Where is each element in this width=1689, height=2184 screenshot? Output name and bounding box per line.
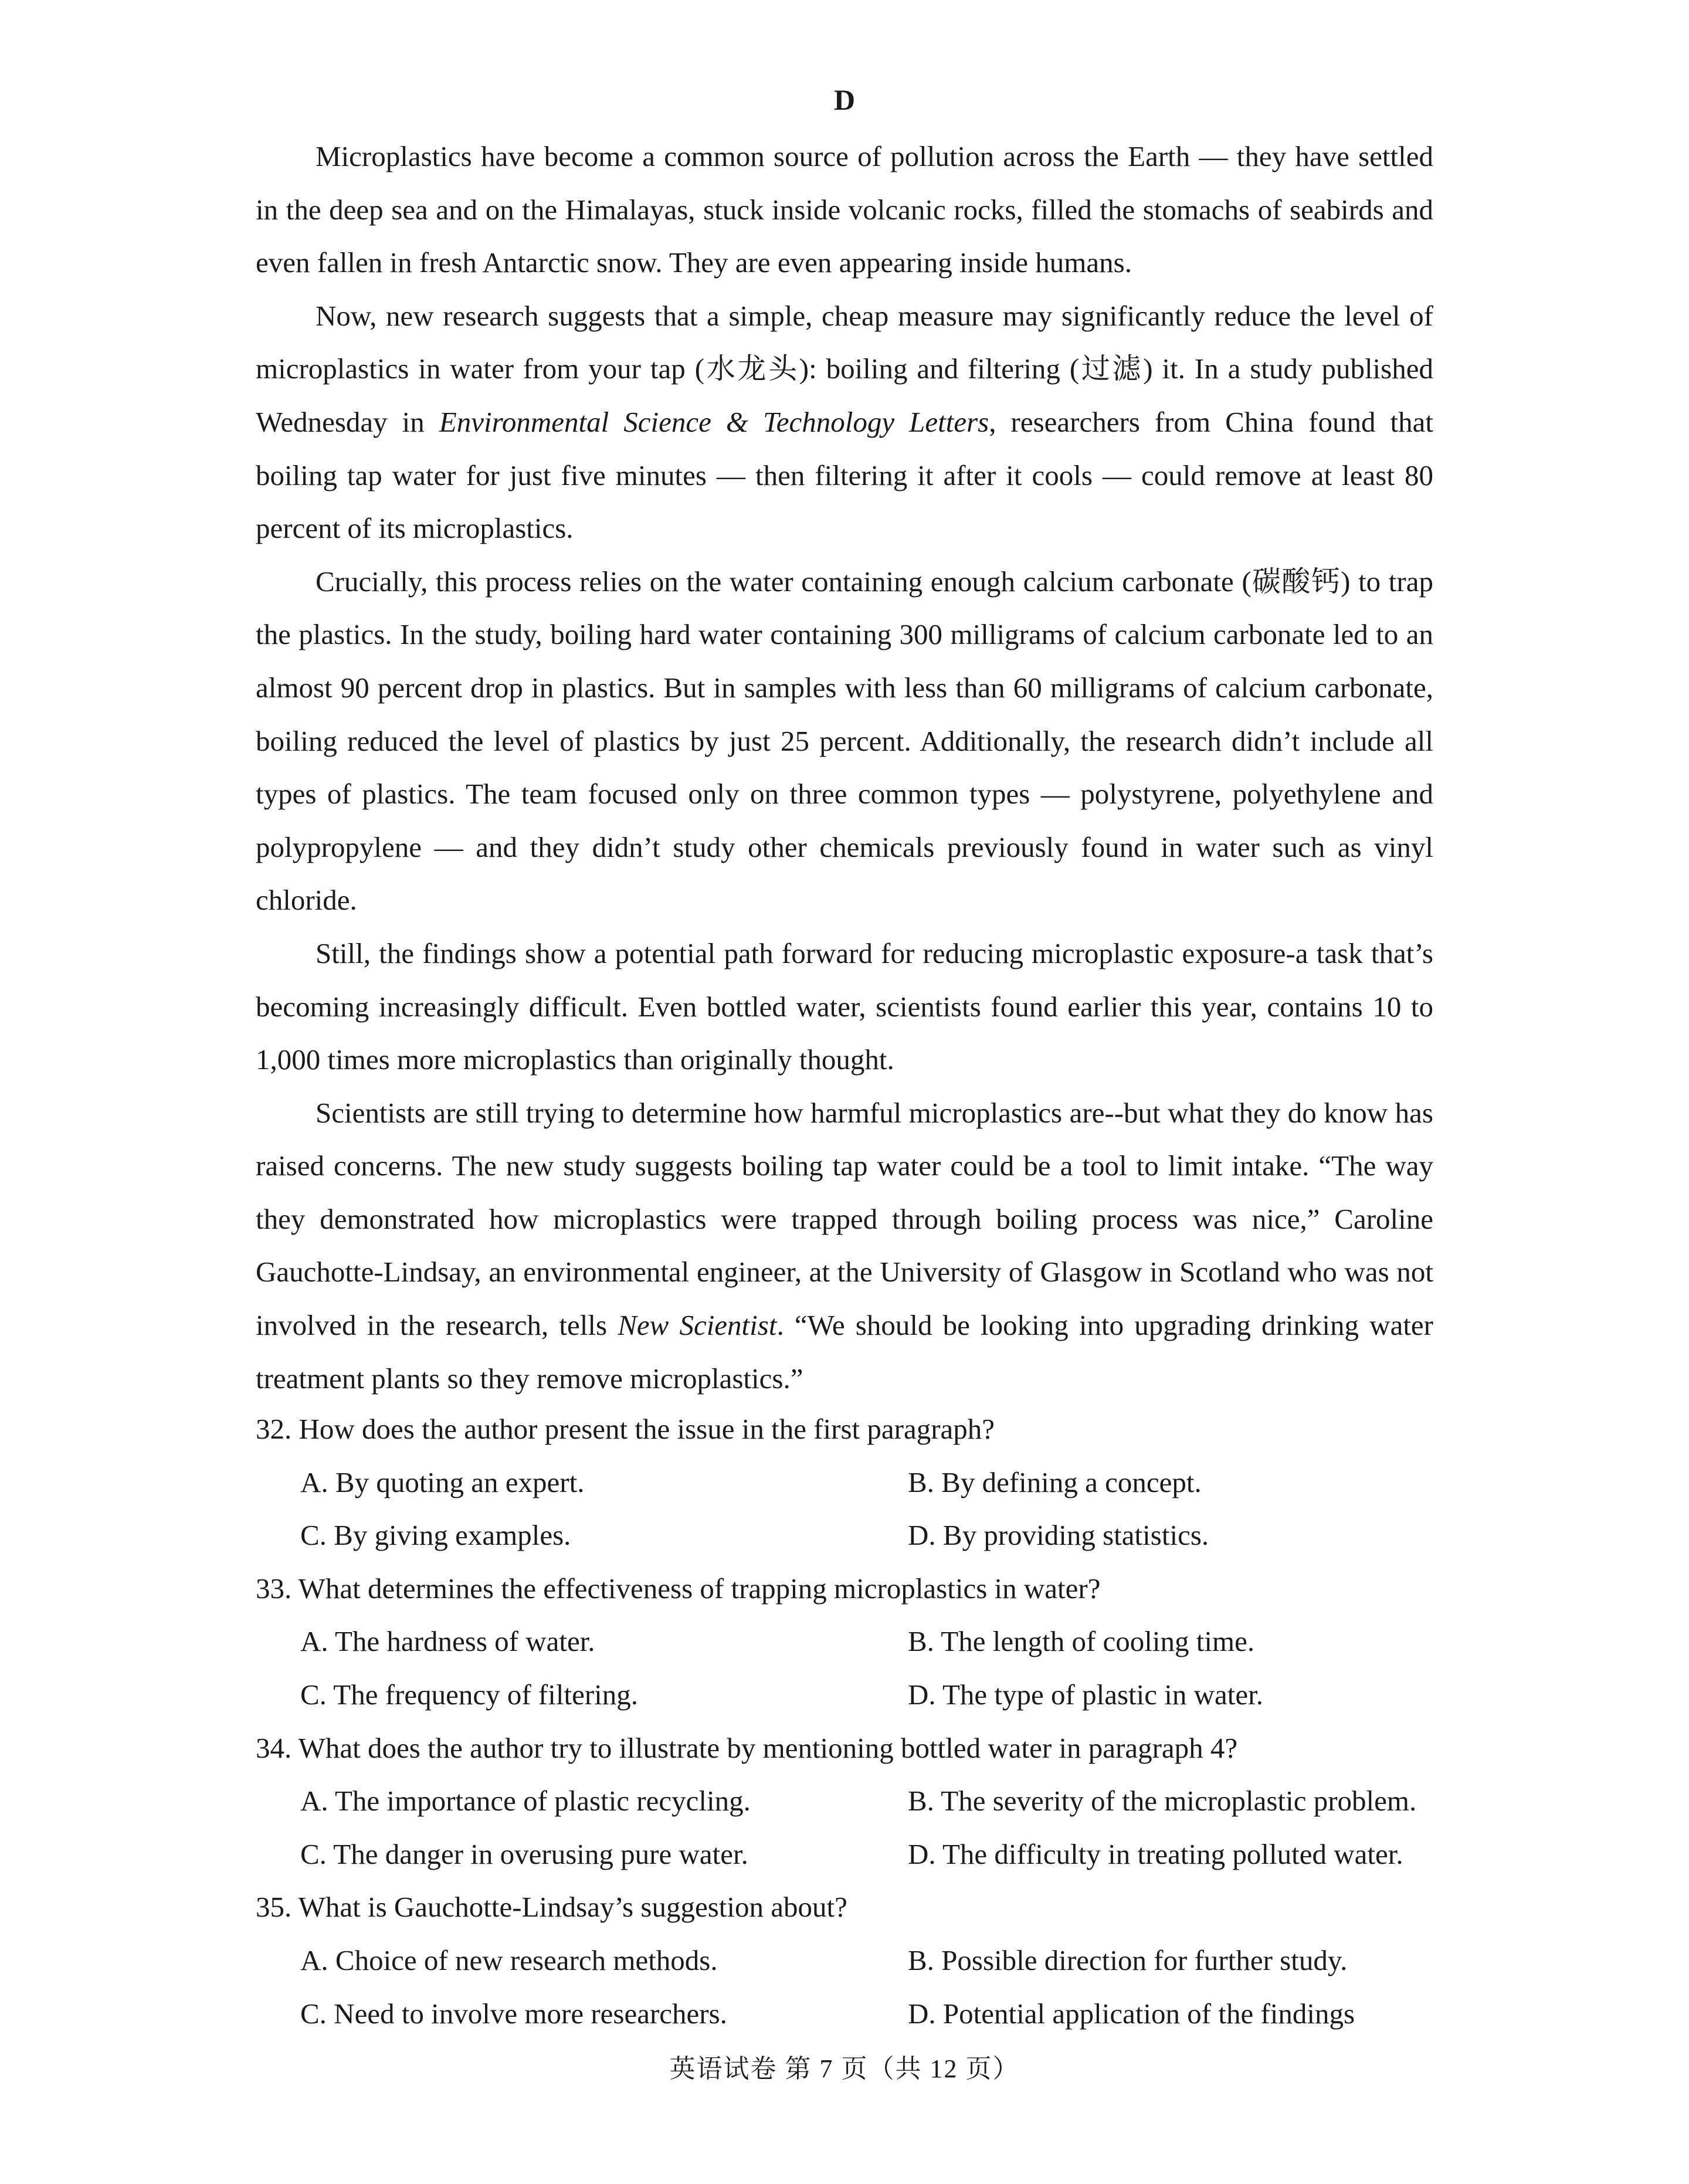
passage-paragraph-2 [256,290,1433,555]
option-b: B. The severity of the microplastic problem. [908,1785,1417,1817]
question-33 [256,1562,1433,1722]
option-c: C. By giving examples. [300,1519,571,1552]
option-a: A. By quoting an expert. [300,1466,585,1498]
paragraph-text: . “We should be looking into upgrading drinking water treatment plants so they remove microplastics.” [256,1309,1433,1395]
passage-paragraph-4 [256,927,1433,1087]
question-stem: 35. What is Gauchotte-Lindsay’s suggestion about? [256,1891,847,1924]
options-row [256,1934,1433,1988]
option-c: C. The frequency of filtering. [300,1678,639,1711]
paragraph-text: Crucially, this process relies on the water containing enough calcium carbonate (碳酸钙) to trap the plastics. In the study, boiling hard water containing 300 milligrams of calcium carbonate led to an almost 90 percent drop in plastics. But in samples with less than 60 milligrams of calcium carbonate, boiling reduced the level of plastics by just 25 percent. Additionally, the research didn’t include all types of plastics. The team focused only on three common types — polystyrene, polyethylene and polypropylene — and they didn’t study other chemicals previously found in water such as vinyl chloride. [256,565,1433,917]
question-stem: 33. What determines the effectiveness of trapping microplastics in water? [256,1572,1101,1605]
question-35 [256,1881,1433,2040]
question-stem: 34. What does the author try to illustrate by mentioning bottled water in paragraph 4? [256,1731,1238,1764]
magazine-name: New Scientist [618,1309,777,1342]
option-b: B. The length of cooling time. [908,1625,1255,1658]
page-footer: 英语试卷 第 7 页（共 12 页） [669,2054,1020,2083]
options-row [256,1988,1433,2041]
paragraph-text: Scientists are still trying to determine how harmful microplastics are--but what they do know has raised concerns. The new study suggests boiling tap water could be a tool to limit intake. “The way they demonstrated how microplastics were trapped through boiling process was nice,” Caroline Gauchotte-Lindsay, an environmental engineer, at the University of Glasgow in Scotland who was not involved in the research, tells [256,1096,1433,1342]
reading-passage [256,130,1433,1405]
options-row [256,1775,1433,1828]
option-a: A. The importance of plastic recycling. [300,1785,751,1817]
option-d: D. By providing statistics. [908,1519,1209,1552]
option-d: D. The type of plastic in water. [908,1678,1263,1711]
options-row [256,1668,1433,1722]
option-b: B. Possible direction for further study. [908,1944,1348,1976]
journal-name: Environmental Science & Technology Letters [439,405,989,438]
paragraph-text: , researchers from China found that boiling tap water for just five minutes — then filtering it after it cools — could remove at least 80 percent of its microplastics. [256,405,1433,545]
options-row [256,1509,1433,1562]
passage-paragraph-1 [256,130,1433,290]
option-d: D. Potential application of the findings [908,1997,1355,2030]
question-34 [256,1722,1433,1881]
section-letter: D [833,83,856,116]
options-row [256,1615,1433,1668]
option-d: D. The difficulty in treating polluted water. [908,1837,1403,1870]
passage-paragraph-3 [256,555,1433,927]
option-a: A. Choice of new research methods. [300,1944,718,1976]
question-stem: 32. How does the author present the issue in the first paragraph? [256,1413,995,1445]
question-32 [256,1403,1433,1562]
option-a: A. The hardness of water. [300,1625,595,1658]
options-row [256,1828,1433,1881]
option-c: C. The danger in overusing pure water. [300,1837,748,1870]
question-list [256,1403,1433,2040]
option-b: B. By defining a concept. [908,1466,1202,1498]
paragraph-text: Still, the findings show a potential path forward for reducing microplastic exposure-a task that’s becoming increasingly difficult. Even bottled water, scientists found earlier this year, contains 10 to 1,000 times more microplastics than originally thought. [256,937,1433,1076]
paragraph-text: Microplastics have become a common source of pollution across the Earth — they have settled in the deep sea and on the Himalayas, stuck inside volcanic rocks, filled the stomachs of seabirds and even fallen in fresh Antarctic snow. They are even appearing inside humans. [256,140,1433,279]
passage-paragraph-5 [256,1087,1433,1406]
option-c: C. Need to involve more researchers. [300,1997,727,2030]
paragraph-text: Now, new research suggests that a simple, cheap measure may significantly reduce the level of microplastics in water from your tap (水龙头): boiling and filtering (过滤) it. In a study published Wednesday in [256,299,1433,438]
options-row [256,1456,1433,1510]
